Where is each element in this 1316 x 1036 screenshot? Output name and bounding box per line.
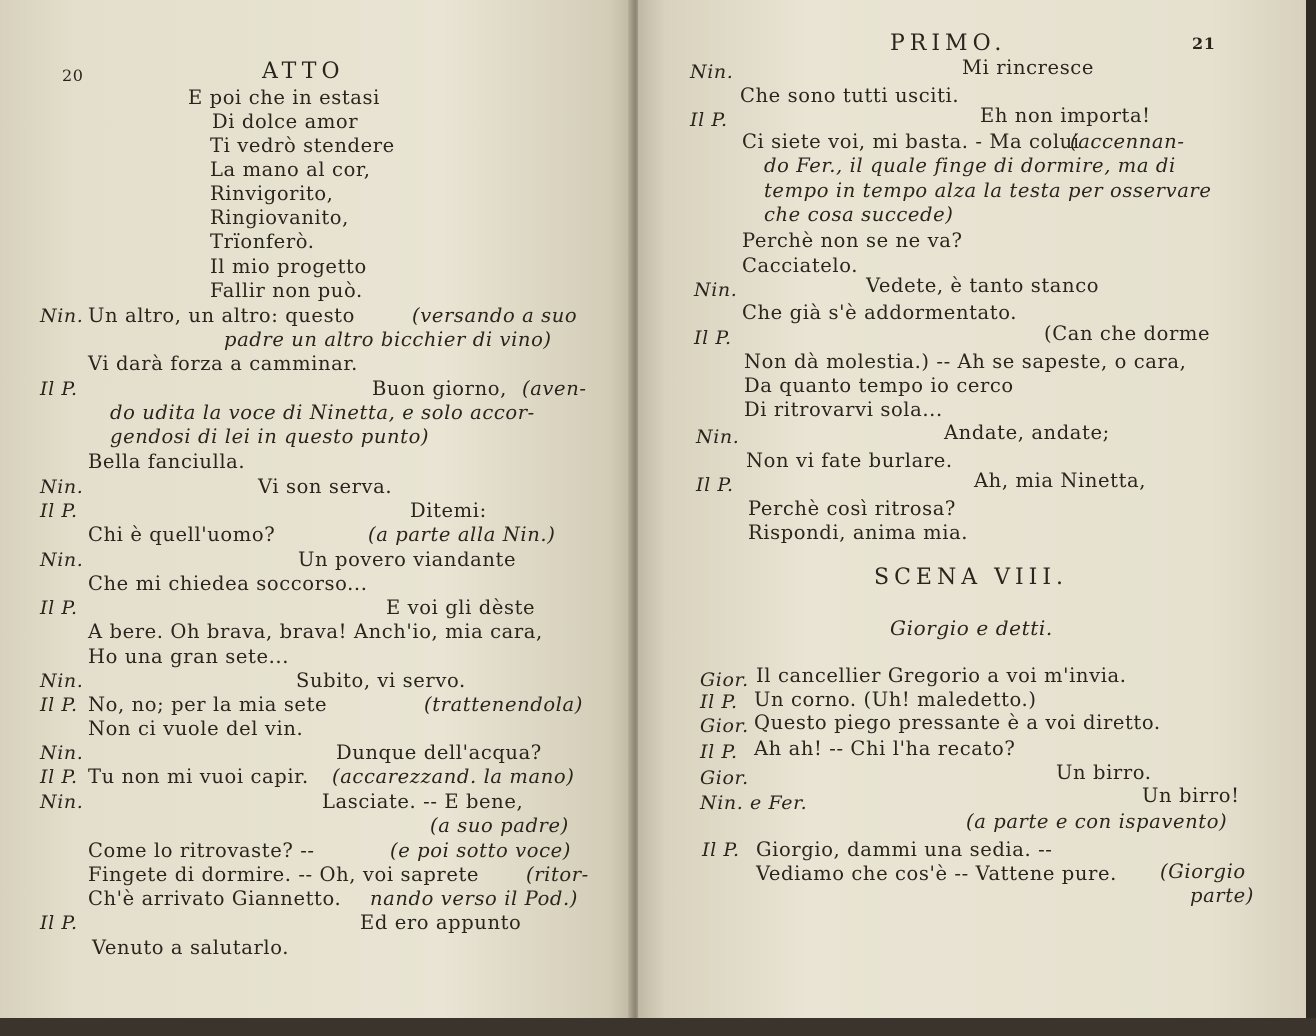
stage-direction: (versando a suo — [412, 304, 578, 327]
speaker-label: Nin. — [694, 279, 738, 301]
speaker-label: Gior. — [700, 669, 749, 691]
text-line: Che già s'è addormentato. — [742, 301, 1018, 324]
stage-direction: (a parte alla Nin.) — [368, 523, 556, 546]
speaker-label: Il P. — [696, 474, 734, 496]
stage-direction: (aven- — [522, 377, 587, 400]
text-line: Vediamo che cos'è -- Vattene pure. — [756, 862, 1117, 885]
text-line: Buon giorno, — [372, 377, 507, 400]
speaker-label: Il P. — [40, 694, 78, 716]
text-line: La mano al cor, — [210, 158, 371, 181]
speaker-label: Nin. — [40, 305, 84, 327]
speaker-label: Nin. — [690, 61, 734, 83]
text-line: Fingete di dormire. -- Oh, voi saprete — [88, 863, 480, 886]
stage-direction: (trattenendola) — [424, 693, 583, 716]
text-line: Chi è quell'uomo? — [88, 523, 276, 546]
text-line: Rispondi, anima mia. — [748, 521, 969, 544]
text-line: Tu non mi vuoi capir. — [88, 765, 309, 788]
text-line: E poi che in estasi — [188, 86, 380, 109]
stage-direction: do udita la voce di Ninetta, e solo accor- — [110, 401, 535, 424]
speaker-label: Nin. — [40, 476, 84, 498]
stage-direction: (a suo padre) — [430, 814, 569, 837]
text-line: Mi rincresce — [962, 56, 1094, 79]
text-line: Subito, vi servo. — [296, 669, 466, 692]
text-line: Ed ero appunto — [360, 911, 522, 934]
speaker-label: Il P. — [40, 500, 78, 522]
text-line: Vedete, è tanto stanco — [866, 274, 1100, 297]
text-line: Non dà molestia.) -- Ah se sapeste, o cara, — [744, 350, 1187, 373]
text-line: Vi son serva. — [258, 475, 393, 498]
stage-direction: tempo in tempo alza la testa per osservare — [764, 179, 1212, 202]
stage-direction: (accennan- — [1070, 130, 1185, 153]
text-line: Da quanto tempo io cerco — [744, 374, 1014, 397]
stage-direction: padre un altro bicchier di vino) — [224, 328, 552, 351]
text-line: E voi gli dèste — [386, 596, 536, 619]
stage-direction: che cosa succede) — [764, 203, 954, 226]
speaker-label: Nin. e Fer. — [700, 792, 808, 814]
stage-direction: gendosi di lei in questo punto) — [110, 425, 430, 448]
running-head: ATTO — [262, 59, 345, 84]
stage-direction: nando verso il Pod.) — [370, 887, 579, 910]
text-line: Un altro, un altro: questo — [88, 304, 355, 327]
text-line: Fallir non può. — [210, 279, 363, 302]
page-number: 21 — [1192, 34, 1216, 53]
text-line: Un corno. (Uh! maledetto.) — [754, 688, 1037, 711]
text-line: Che mi chiedea soccorso... — [88, 572, 368, 595]
text-line: A bere. Oh brava, brava! Anch'io, mia cara, — [88, 620, 543, 643]
text-line: Rinvigorito, — [210, 182, 334, 205]
text-line: Che sono tutti usciti. — [740, 84, 960, 107]
text-line: Eh non importa! — [980, 104, 1151, 127]
text-line: Il mio progetto — [210, 255, 367, 278]
speaker-label: Il P. — [40, 912, 78, 934]
scene-heading: SCENA VIII. — [874, 565, 1069, 590]
speaker-label: Gior. — [700, 715, 749, 737]
text-line: Ho una gran sete... — [88, 645, 289, 668]
speaker-label: Il P. — [40, 766, 78, 788]
text-line: Un povero viandante — [298, 548, 517, 571]
text-line: Di dolce amor — [212, 110, 359, 133]
speaker-label: Il P. — [700, 691, 738, 713]
text-line: Vi darà forza a camminar. — [88, 352, 358, 375]
text-line: Lasciate. -- E bene, — [322, 790, 524, 813]
text-line: Ditemi: — [410, 499, 487, 522]
text-line: Giorgio, dammi una sedia. -- — [756, 838, 1053, 861]
book-edge — [1306, 0, 1316, 1036]
stage-direction: (e poi sotto voce) — [390, 839, 571, 862]
speaker-label: Il P. — [694, 327, 732, 349]
text-line: Ah, mia Ninetta, — [974, 469, 1147, 492]
text-line: Ah ah! -- Chi l'ha recato? — [754, 737, 1016, 760]
speaker-label: Nin. — [40, 670, 84, 692]
text-line: Ti vedrò stendere — [210, 134, 395, 157]
text-line: Ch'è arrivato Giannetto. — [88, 887, 342, 910]
speaker-label: Il P. — [702, 839, 740, 861]
speaker-label: Il P. — [40, 378, 78, 400]
speaker-label: Il P. — [40, 597, 78, 619]
speaker-label: Nin. — [40, 742, 84, 764]
stage-direction: parte) — [1190, 884, 1255, 907]
speaker-label: Il P. — [700, 741, 738, 763]
text-line: No, no; per la mia sete — [88, 693, 328, 716]
text-line: Bella fanciulla. — [88, 450, 246, 473]
stage-direction: (Giorgio — [1160, 860, 1246, 883]
text-line: Come lo ritrovaste? -- — [88, 839, 315, 862]
running-head: PRIMO. — [890, 31, 1007, 56]
right-page — [638, 0, 1310, 1036]
stage-direction: (accarezzand. la mano) — [332, 765, 575, 788]
book-bottom-edge — [0, 1018, 1316, 1036]
text-line: Ci siete voi, mi basta. - Ma colui — [742, 130, 1080, 153]
text-line: Un birro! — [1142, 784, 1240, 807]
speaker-label: Nin. — [40, 791, 84, 813]
text-line: (Can che dorme — [1044, 322, 1211, 345]
text-line: Questo piego pressante è a voi diretto. — [754, 711, 1161, 734]
text-line: Venuto a salutarlo. — [92, 936, 289, 959]
speaker-label: Nin. — [40, 549, 84, 571]
stage-direction: (ritor- — [526, 863, 589, 886]
text-line: Dunque dell'acqua? — [336, 741, 542, 764]
text-line: Perchè così ritrosa? — [748, 497, 956, 520]
stage-direction: (a parte e con ispavento) — [966, 810, 1228, 833]
text-line: Non ci vuole del vin. — [88, 717, 304, 740]
text-line: Ringiovanito, — [210, 206, 349, 229]
text-line: Il cancellier Gregorio a voi m'invia. — [756, 664, 1127, 687]
speaker-label: Gior. — [700, 767, 749, 789]
text-line: Perchè non se ne va? — [742, 229, 963, 252]
speaker-label: Nin. — [696, 426, 740, 448]
stage-direction: do Fer., il quale finge di dormire, ma di — [764, 154, 1176, 177]
left-page — [0, 0, 634, 1036]
text-line: Trïonferò. — [210, 230, 315, 253]
speaker-label: Il P. — [690, 109, 728, 131]
scene-characters: Giorgio e detti. — [890, 616, 1053, 640]
text-line: Non vi fate burlare. — [746, 449, 953, 472]
text-line: Andate, andate; — [944, 421, 1110, 444]
text-line: Di ritrovarvi sola... — [744, 398, 943, 421]
text-line: Cacciatelo. — [742, 254, 859, 277]
text-line: Un birro. — [1056, 761, 1152, 784]
page-number: 20 — [62, 66, 84, 85]
